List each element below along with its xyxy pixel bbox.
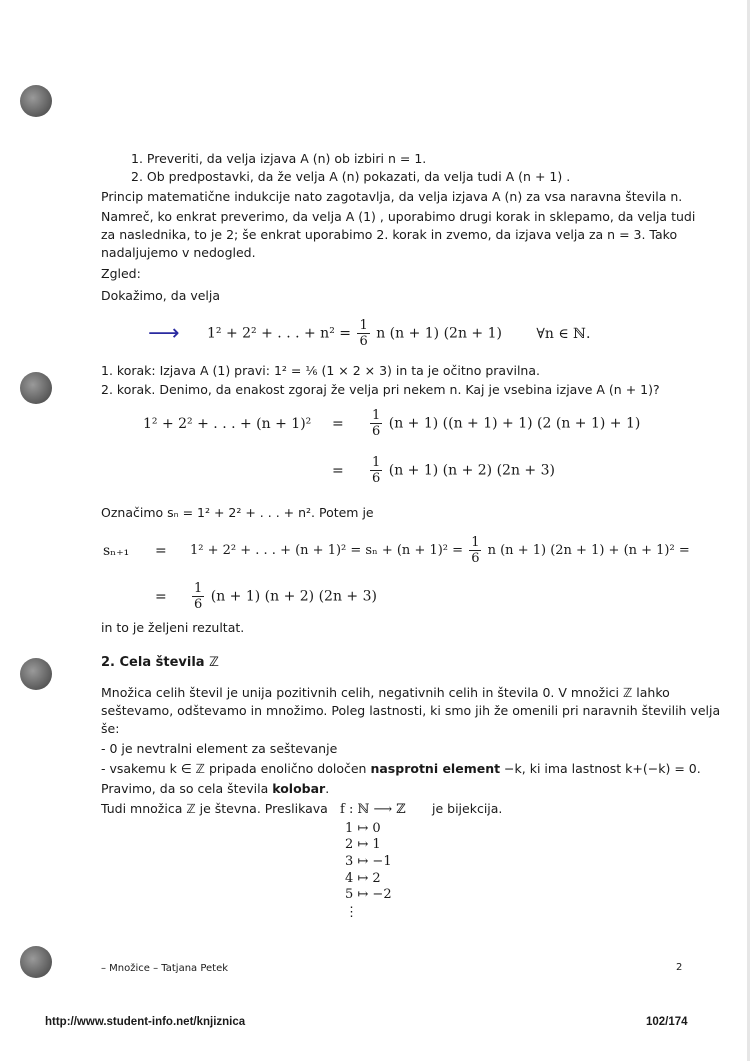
- step-1-korak: 1. korak: Izjava A (1) pravi: 1² = ⅙ (1 × 2 × 3) in ta je očitno pravilna.: [101, 363, 540, 378]
- eq2-fraction-2: [370, 455, 382, 486]
- main-eq-lhs: 1² + 2² + . . . + n² =: [207, 325, 351, 342]
- mapping-item: 4 ↦ 2: [345, 871, 381, 886]
- eq3-lhs: sₙ₊₁: [103, 543, 130, 559]
- eq3-line1b: n (n + 1) (2n + 1) + (n + 1)² =: [487, 543, 690, 558]
- eq2-fraction: [370, 408, 382, 439]
- eq3-line2: [190, 581, 377, 612]
- frac-num: 1: [194, 581, 203, 596]
- footer-left: – Množice – Tatjana Petek: [101, 963, 229, 974]
- eq2-equals-2: =: [332, 463, 344, 479]
- frac-num: 1: [372, 455, 381, 470]
- explanation-line: nadaljujemo v nedogled.: [101, 245, 256, 260]
- section-title: 2. Cela števila ℤ: [101, 655, 219, 670]
- eq3-fraction: [469, 535, 481, 566]
- integers-line: še:: [101, 721, 120, 736]
- result-text: in to je željeni rezultat.: [101, 620, 245, 635]
- ring-pre: Pravimo, da so cela števila: [101, 781, 273, 796]
- principle-text: Princip matematične indukcije nato zagotavlja, da velja izjava A (n) za vsa naravna števila n.: [101, 189, 683, 204]
- punch-hole: [20, 946, 52, 978]
- handwritten-arrow-icon: ⟶: [148, 321, 180, 346]
- mapping-item: 5 ↦ −2: [345, 887, 392, 902]
- ring-bold: kolobar: [272, 781, 326, 796]
- eq3-line2-text: (n + 1) (n + 2) (2n + 3): [210, 588, 377, 605]
- main-equation: [207, 318, 590, 349]
- prove-intro: Dokažimo, da velja: [101, 288, 221, 303]
- bullet2-bold: nasprotni element: [370, 761, 501, 776]
- ring-post: .: [325, 781, 330, 796]
- bijection-text: je bijekcija.: [432, 801, 503, 816]
- mapping-item: 1 ↦ 0: [345, 821, 381, 836]
- page-counter: 102/174: [646, 1016, 688, 1028]
- frac-den: 6: [372, 424, 381, 439]
- eq3-fraction-2: [192, 581, 204, 612]
- frac-den: 6: [194, 597, 203, 612]
- bullet2-pre: - vsakemu k ∈ ℤ pripada enolično določen: [101, 761, 371, 776]
- bullet2-post: −k, ki ima lastnost k+(−k) = 0.: [500, 761, 701, 776]
- bullet-opposite: [101, 761, 701, 777]
- eq2-rhs2-text: (n + 1) (n + 2) (2n + 3): [388, 462, 555, 479]
- frac-num: 1: [471, 535, 480, 550]
- main-eq-rhs: n (n + 1) (2n + 1): [376, 325, 502, 342]
- step-1-text: 1. Preveriti, da velja izjava A (n) ob izbiri n = 1.: [131, 151, 427, 166]
- main-eq-quantifier: ∀n ∈ ℕ.: [536, 325, 591, 342]
- frac-den: 6: [471, 551, 480, 566]
- mapping-head: f : ℕ ⟶ ℤ: [340, 802, 406, 817]
- eq3-line1: [190, 535, 690, 566]
- integers-line: Množica celih števil je unija pozitivnih celih, negativnih celih in števila 0. V množici ℤ lahko: [101, 685, 670, 700]
- eq2-rhs1-text: (n + 1) ((n + 1) + 1) (2 (n + 1) + 1): [388, 415, 641, 432]
- main-eq-fraction: [357, 318, 369, 349]
- step-2-text: 2. Ob predpostavki, da že velja A (n) pokazati, da velja tudi A (n + 1) .: [131, 169, 571, 184]
- example-label: Zgled:: [101, 266, 141, 281]
- eq3-equals: =: [155, 543, 167, 559]
- eq2-rhs1: [368, 408, 640, 439]
- footer-page-number: 2: [676, 962, 683, 973]
- eq2-rhs2: [368, 455, 555, 486]
- mapping-item: ⋮: [345, 905, 358, 920]
- frac-den: 6: [359, 334, 368, 349]
- frac-den: 6: [372, 471, 381, 486]
- eq3-line1a: 1² + 2² + . . . + (n + 1)² = sₙ + (n + 1)² =: [190, 543, 464, 558]
- explanation-line: Namreč, ko enkrat preverimo, da velja A (1) , uporabimo drugi korak in sklepamo, da velja tudi: [101, 209, 696, 224]
- notation-text: Označimo sₙ = 1² + 2² + . . . + n². Potem je: [101, 505, 374, 520]
- countable-text: Tudi množica ℤ je števna. Preslikava: [101, 801, 328, 816]
- integers-line: seštevamo, odštevamo in množimo. Poleg lastnosti, ki smo jih že omenili pri naravnih številih velja: [101, 703, 721, 718]
- punch-hole: [20, 372, 52, 404]
- mapping-item: 3 ↦ −1: [345, 854, 392, 869]
- frac-num: 1: [359, 318, 368, 333]
- eq3-equals-2: =: [155, 589, 167, 605]
- punch-hole: [20, 658, 52, 690]
- ring-text: [101, 781, 329, 797]
- mapping-item: 2 ↦ 1: [345, 837, 381, 852]
- eq2-lhs: 1² + 2² + . . . + (n + 1)²: [143, 416, 312, 432]
- frac-num: 1: [372, 408, 381, 423]
- source-url[interactable]: http://www.student-info.net/knjiznica: [45, 1016, 246, 1028]
- bullet-neutral: - 0 je nevtralni element za seštevanje: [101, 741, 338, 756]
- punch-hole: [20, 85, 52, 117]
- explanation-line: za naslednika, to je 2; še enkrat uporabimo 2. korak in zvemo, da izjava velja za n = 3. Tako: [101, 227, 678, 242]
- eq2-line1: [143, 416, 311, 432]
- step-2-korak: 2. korak. Denimo, da enakost zgoraj že velja pri nekem n. Kaj je vsebina izjave A (n + 1)?: [101, 382, 660, 397]
- eq2-equals: =: [332, 416, 344, 432]
